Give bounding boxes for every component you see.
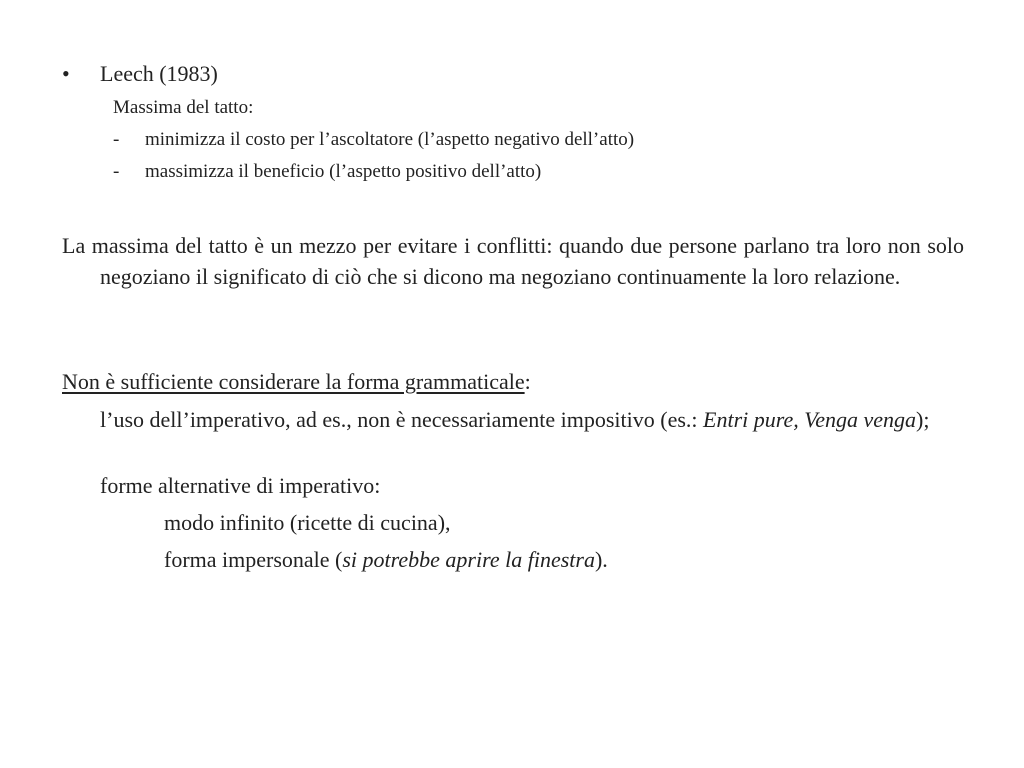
imperative-text: l’uso dell’imperativo, ad es., non è necessariamente impositivo (es.:: [100, 407, 704, 432]
alternative-infinitive: modo infinito (ricette di cucina),: [164, 510, 451, 535]
dash-marker: -: [113, 161, 120, 182]
dash-marker: -: [113, 129, 120, 150]
alternatives-heading: forme alternative di imperativo:: [100, 473, 381, 498]
alt-text-end: ).: [594, 547, 608, 572]
imperative-paragraph: [100, 404, 964, 435]
imperative-examples: Entri pure, Venga venga: [703, 407, 917, 432]
alternative-impersonal: [164, 544, 608, 575]
imperative-text-end: );: [916, 407, 930, 432]
section-heading: [62, 366, 531, 397]
maxim-item-text: massimizza il beneficio (l’aspetto positivo dell’atto): [145, 161, 542, 182]
maxim-item-text: minimizza il costo per l’ascoltatore (l’aspetto negativo dell’atto): [145, 129, 635, 150]
alt-example: si potrebbe aprire la finestra: [342, 547, 595, 572]
bullet-text: Leech (1983): [100, 61, 218, 86]
section-heading-underlined: Non è sufficiente considerare la forma grammaticale: [62, 369, 525, 394]
tact-maxim-paragraph: La massima del tatto è un mezzo per evitare i conflitti: quando due persone parlano tra loro non solo negoziano il significato di ciò che si dicono ma negoziano continuamente la loro relazione.: [62, 233, 964, 289]
bullet-marker: •: [62, 61, 70, 86]
alt-text: forma impersonale (: [164, 547, 343, 572]
maxim-heading: Massima del tatto:: [113, 97, 254, 118]
section-heading-suffix: :: [524, 369, 531, 394]
